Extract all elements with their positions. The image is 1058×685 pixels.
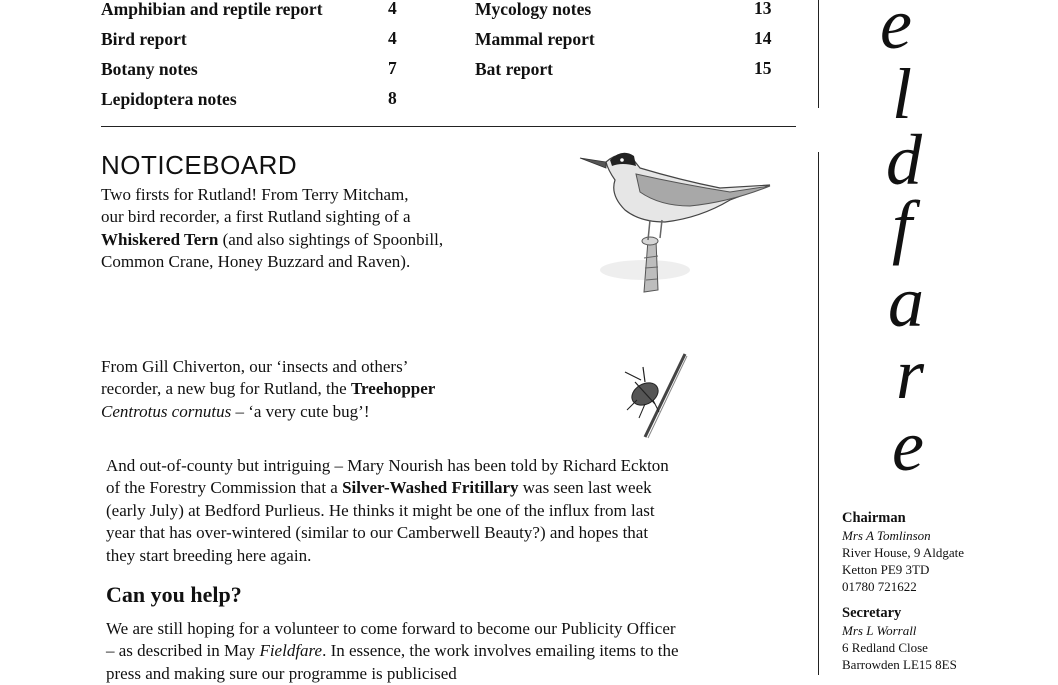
divider-vertical xyxy=(818,0,819,108)
divider-vertical xyxy=(818,152,819,675)
divider-horizontal xyxy=(101,126,796,127)
noticeboard-paragraph-1: Two firsts for Rutland! From Terry Mitcham, our bird recorder, a first Rutland sighting of a Whiskered Tern (and also sightings of Spoonbill, Common Crane, Honey Buzzard and Raven). xyxy=(101,185,444,272)
masthead-letter: e xyxy=(880,0,912,64)
noticeboard-paragraph-2: From Gill Chiverton, our ‘insects and others’ recorder, a new bug for Rutland, the Treehopper Centrotus cornutus – ‘a very cute bug’! xyxy=(101,357,436,421)
masthead-letter: f xyxy=(892,186,913,266)
contents-item[interactable]: Bat report xyxy=(475,59,553,79)
contents-page-number: 14 xyxy=(754,28,772,48)
chairman-phone: 01780 721622 xyxy=(842,579,917,594)
contents-item[interactable]: Amphibian and reptile report xyxy=(101,0,323,19)
masthead-letter: l xyxy=(892,54,913,134)
noticeboard-heading: NOTICEBOARD xyxy=(101,150,298,180)
contents-page-number: 8 xyxy=(388,88,397,108)
chairman-address-line: River House, 9 Aldgate xyxy=(842,545,965,560)
chairman-role: Chairman xyxy=(842,510,906,526)
secretary-block xyxy=(842,605,957,673)
contents-page-number: 7 xyxy=(388,58,397,78)
treehopper-drawing xyxy=(615,352,695,442)
contents-item[interactable]: Mycology notes xyxy=(475,0,592,19)
contents-page-number: 4 xyxy=(388,28,397,48)
secretary-address-line: Barrowden LE15 8ES xyxy=(842,657,957,672)
contents-page-number: 4 xyxy=(388,0,397,18)
masthead-letter: a xyxy=(888,262,924,342)
chairman-address-line: Ketton PE9 3TD xyxy=(842,562,930,577)
masthead-letter: e xyxy=(892,406,924,486)
contents-item[interactable]: Bird report xyxy=(101,29,187,49)
secretary-name: Mrs L Worrall xyxy=(842,623,917,638)
masthead-letter: r xyxy=(896,334,925,414)
contents-item[interactable]: Botany notes xyxy=(101,59,198,79)
secretary-role: Secretary xyxy=(842,605,902,621)
contents-page-number: 13 xyxy=(754,0,772,18)
noticeboard-paragraph-3: And out-of-county but intriguing – Mary Nourish has been told by Richard Eckton of the Forestry Commission that a Silver-Washed Fritillary was seen last week (early July) at Bedford Purlieus. He thinks it might be one of the influx from last year that has over-wintered (similar to our Camberwell Beauty?) and hopes that they start breeding here again. xyxy=(106,456,669,565)
contents-item[interactable]: Mammal report xyxy=(475,29,595,49)
help-heading: Can you help? xyxy=(106,582,242,607)
help-paragraph: We are still hoping for a volunteer to come forward to become our Publicity Officer – as described in May Fieldfare. In essence, the work involves emailing items to the press and making sure our programme is publicised xyxy=(106,619,679,683)
whiskered-tern-drawing xyxy=(570,140,780,340)
masthead-letter: d xyxy=(886,120,922,200)
contents-item[interactable]: Lepidoptera notes xyxy=(101,89,237,109)
contents-page-number: 15 xyxy=(754,58,772,78)
chairman-name: Mrs A Tomlinson xyxy=(842,528,931,543)
chairman-block xyxy=(842,510,964,595)
secretary-address-line: 6 Redland Close xyxy=(842,640,928,655)
